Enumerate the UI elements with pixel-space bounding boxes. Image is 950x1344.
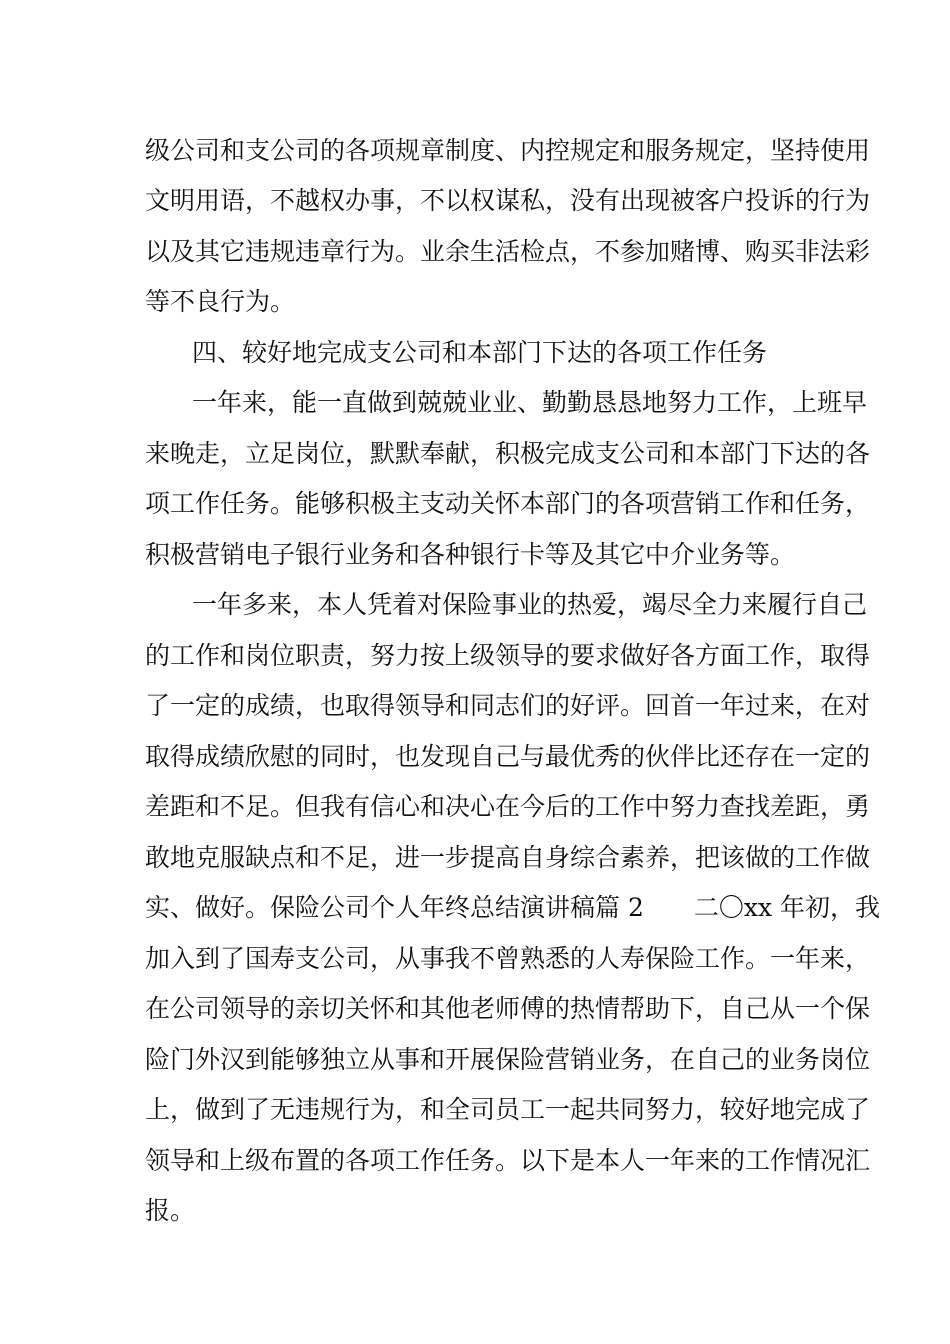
text-line: 上，做到了无违规行为，和全司员工一起共同努力，较好地完成了 [145, 1095, 871, 1124]
text-line: 一年来，能一直做到兢兢业业、勤勤恳恳地努力工作，上班早 [192, 388, 868, 417]
text-line: 敢地克服缺点和不足，进一步提高自身综合素养，把该做的工作做 [145, 843, 871, 872]
text-line: 了一定的成绩，也取得领导和同志们的好评。回首一年过来，在对 [145, 691, 871, 720]
text-line: 差距和不足。但我有信心和决心在今后的工作中努力查找差距，勇 [145, 792, 871, 821]
text-line: 报。 [145, 1196, 196, 1225]
text-line: 一年多来，本人凭着对保险事业的热爱，竭尽全力来履行自己 [192, 590, 868, 619]
text-line: 险门外汉到能够独立从事和开展保险营销业务，在自己的业务岗位 [145, 1045, 871, 1074]
text-line: 以及其它违规违章行为。业余生活检点，不参加赌博、购买非法彩 [145, 237, 871, 266]
text-line: 级公司和支公司的各项规章制度、内控规定和服务规定，坚持使用 [145, 136, 871, 165]
text-line: 实、做好。保险公司个人年终总结演讲稿篇 2 二〇xx 年初，我 [145, 893, 880, 922]
text-line: 在公司领导的亲切关怀和其他老师傅的热情帮助下，自己从一个保 [145, 994, 871, 1023]
text-line: 等不良行为。 [145, 287, 296, 316]
section-heading: 四、较好地完成支公司和本部门下达的各项工作任务 [192, 338, 768, 367]
text-line: 的工作和岗位职责，努力按上级领导的要求做好各方面工作，取得 [145, 641, 871, 670]
text-line: 取得成绩欣慰的同时，也发现自己与最优秀的伙伴比还存在一定的 [145, 742, 871, 771]
text-line: 积极营销电子银行业务和各种银行卡等及其它中介业务等。 [145, 540, 796, 569]
text-line: 加入到了国寿支公司，从事我不曾熟悉的人寿保险工作。一年来， [145, 944, 871, 973]
text-line: 来晚走，立足岗位，默默奉献，积极完成支公司和本部门下达的各 [145, 439, 871, 468]
text-line: 文明用语，不越权办事，不以权谋私，没有出现被客户投诉的行为 [145, 186, 871, 215]
text-line: 领导和上级布置的各项工作任务。以下是本人一年来的工作情况汇 [145, 1146, 871, 1175]
text-line: 项工作任务。能够积极主支动关怀本部门的各项营销工作和任务， [145, 489, 871, 518]
